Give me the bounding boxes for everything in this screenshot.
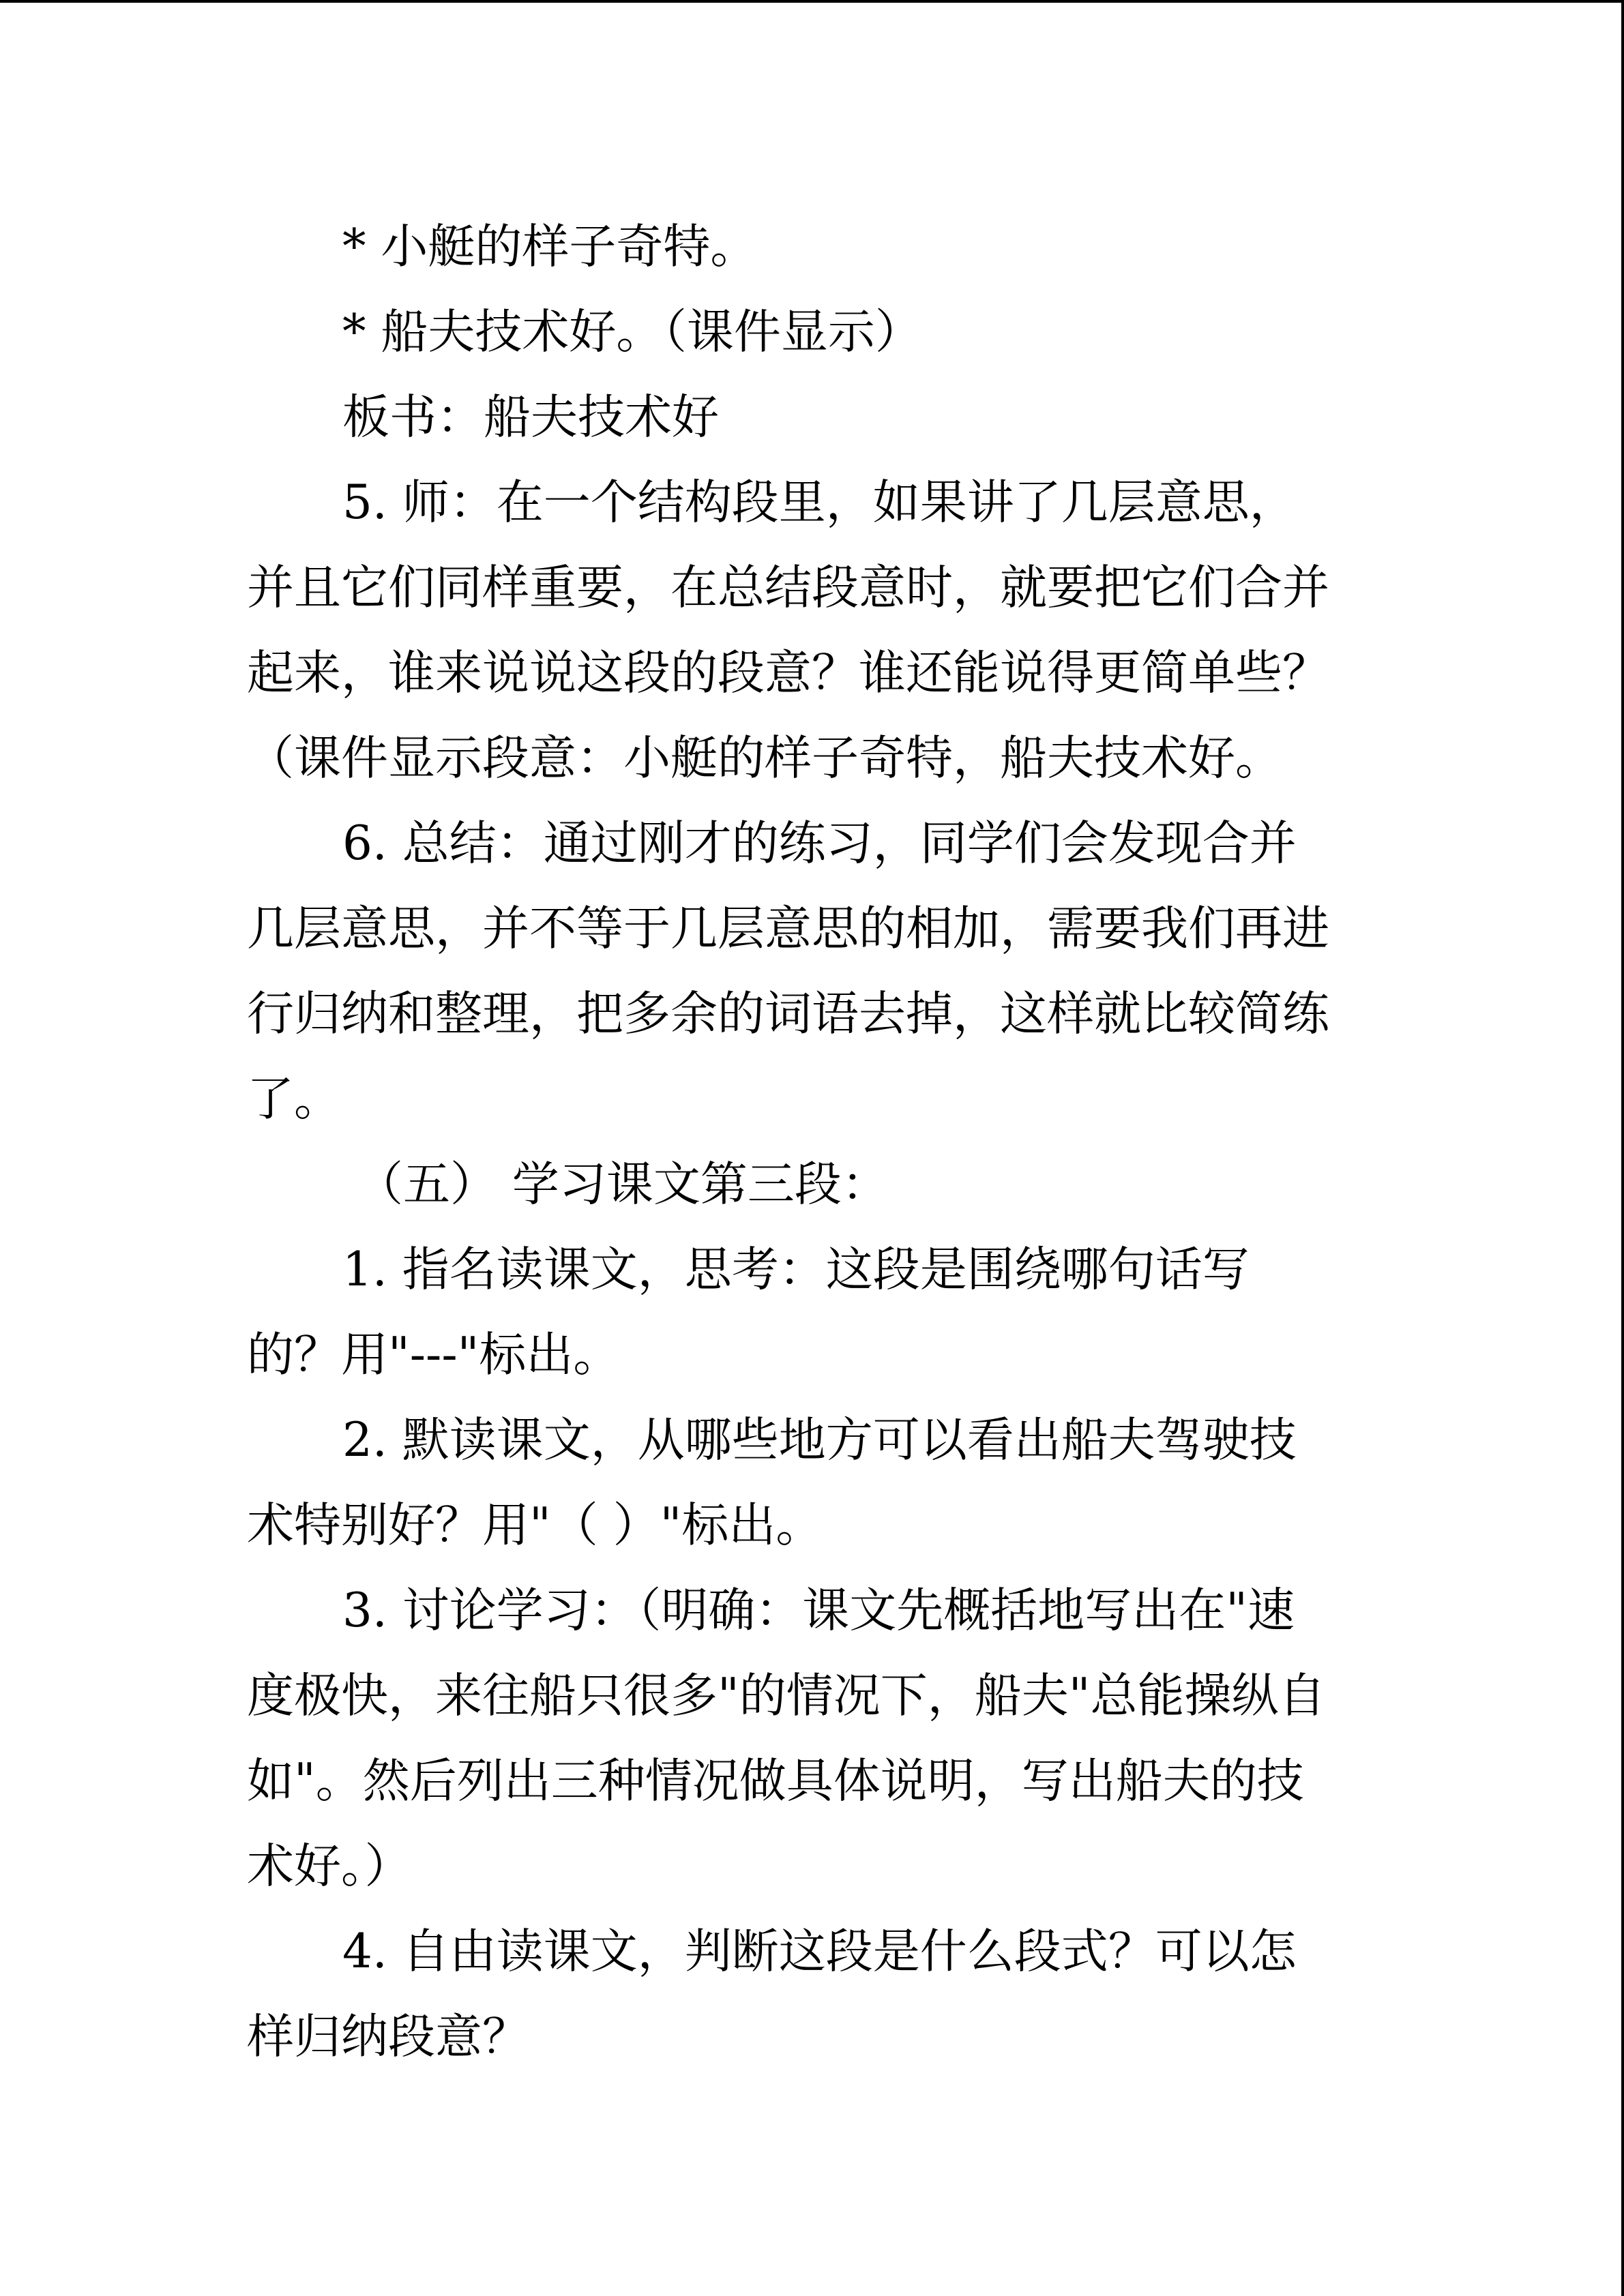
step-6-line-2: 几层意思，并不等于几层意思的相加，需要我们再进 (247, 901, 1329, 956)
step-6-line-1: 6. 总结：通过刚才的练习，同学们会发现合并 (342, 816, 1297, 871)
step-5-line-3: 起来，谁来说说这段的段意？谁还能说得更简单些？ (247, 646, 1329, 700)
step-4-line-2: 样归纳段意？ (247, 2010, 529, 2064)
step-3-line-4: 术好。） (247, 1839, 412, 1894)
bullet-line-boatman-skill: * 船夫技术好。（课件显示） (342, 305, 922, 359)
step-4-line-1: 4. 自由读课文，判断这段是什么段式？可以怎 (342, 1924, 1297, 1979)
section-heading-part-5: （五） 学习课文第三段： (356, 1157, 889, 1212)
step-6-line-3: 行归纳和整理，把多余的词语去掉，这样就比较简练 (247, 987, 1329, 1041)
step-5-line-1: 5. 师：在一个结构段里，如果讲了几层意思， (342, 475, 1297, 530)
step-3-line-3: 如"。然后列出三种情况做具体说明，写出船夫的技 (247, 1754, 1304, 1808)
blackboard-note: 板书：船夫技术好 (342, 390, 719, 445)
step-3-line-1: 3. 讨论学习：（明确：课文先概括地写出在"速 (342, 1583, 1295, 1638)
page-top-border (0, 0, 1624, 3)
step-1-line-2: 的？用"---"标出。 (247, 1328, 621, 1382)
step-5-line-2: 并且它们同样重要，在总结段意时，就要把它们合并 (247, 561, 1329, 615)
page-right-border (1621, 0, 1624, 2296)
bullet-line-boat-shape: * 小艇的样子奇特。 (342, 220, 758, 274)
step-1-line-1: 1. 指名读课文，思考：这段是围绕哪句话写 (342, 1242, 1250, 1297)
step-6-line-4: 了。 (247, 1072, 341, 1127)
document-body (247, 205, 1379, 2080)
step-3-line-2: 度极快，来往船只很多"的情况下，船夫"总能操纵自 (247, 1669, 1326, 1723)
step-2-line-2: 术特别好？用"（ ）"标出。 (247, 1498, 823, 1553)
step-2-line-1: 2. 默读课文，从哪些地方可以看出船夫驾驶技 (342, 1413, 1297, 1467)
step-5-line-4: （课件显示段意：小艇的样子奇特，船夫技术好。 (247, 731, 1282, 786)
